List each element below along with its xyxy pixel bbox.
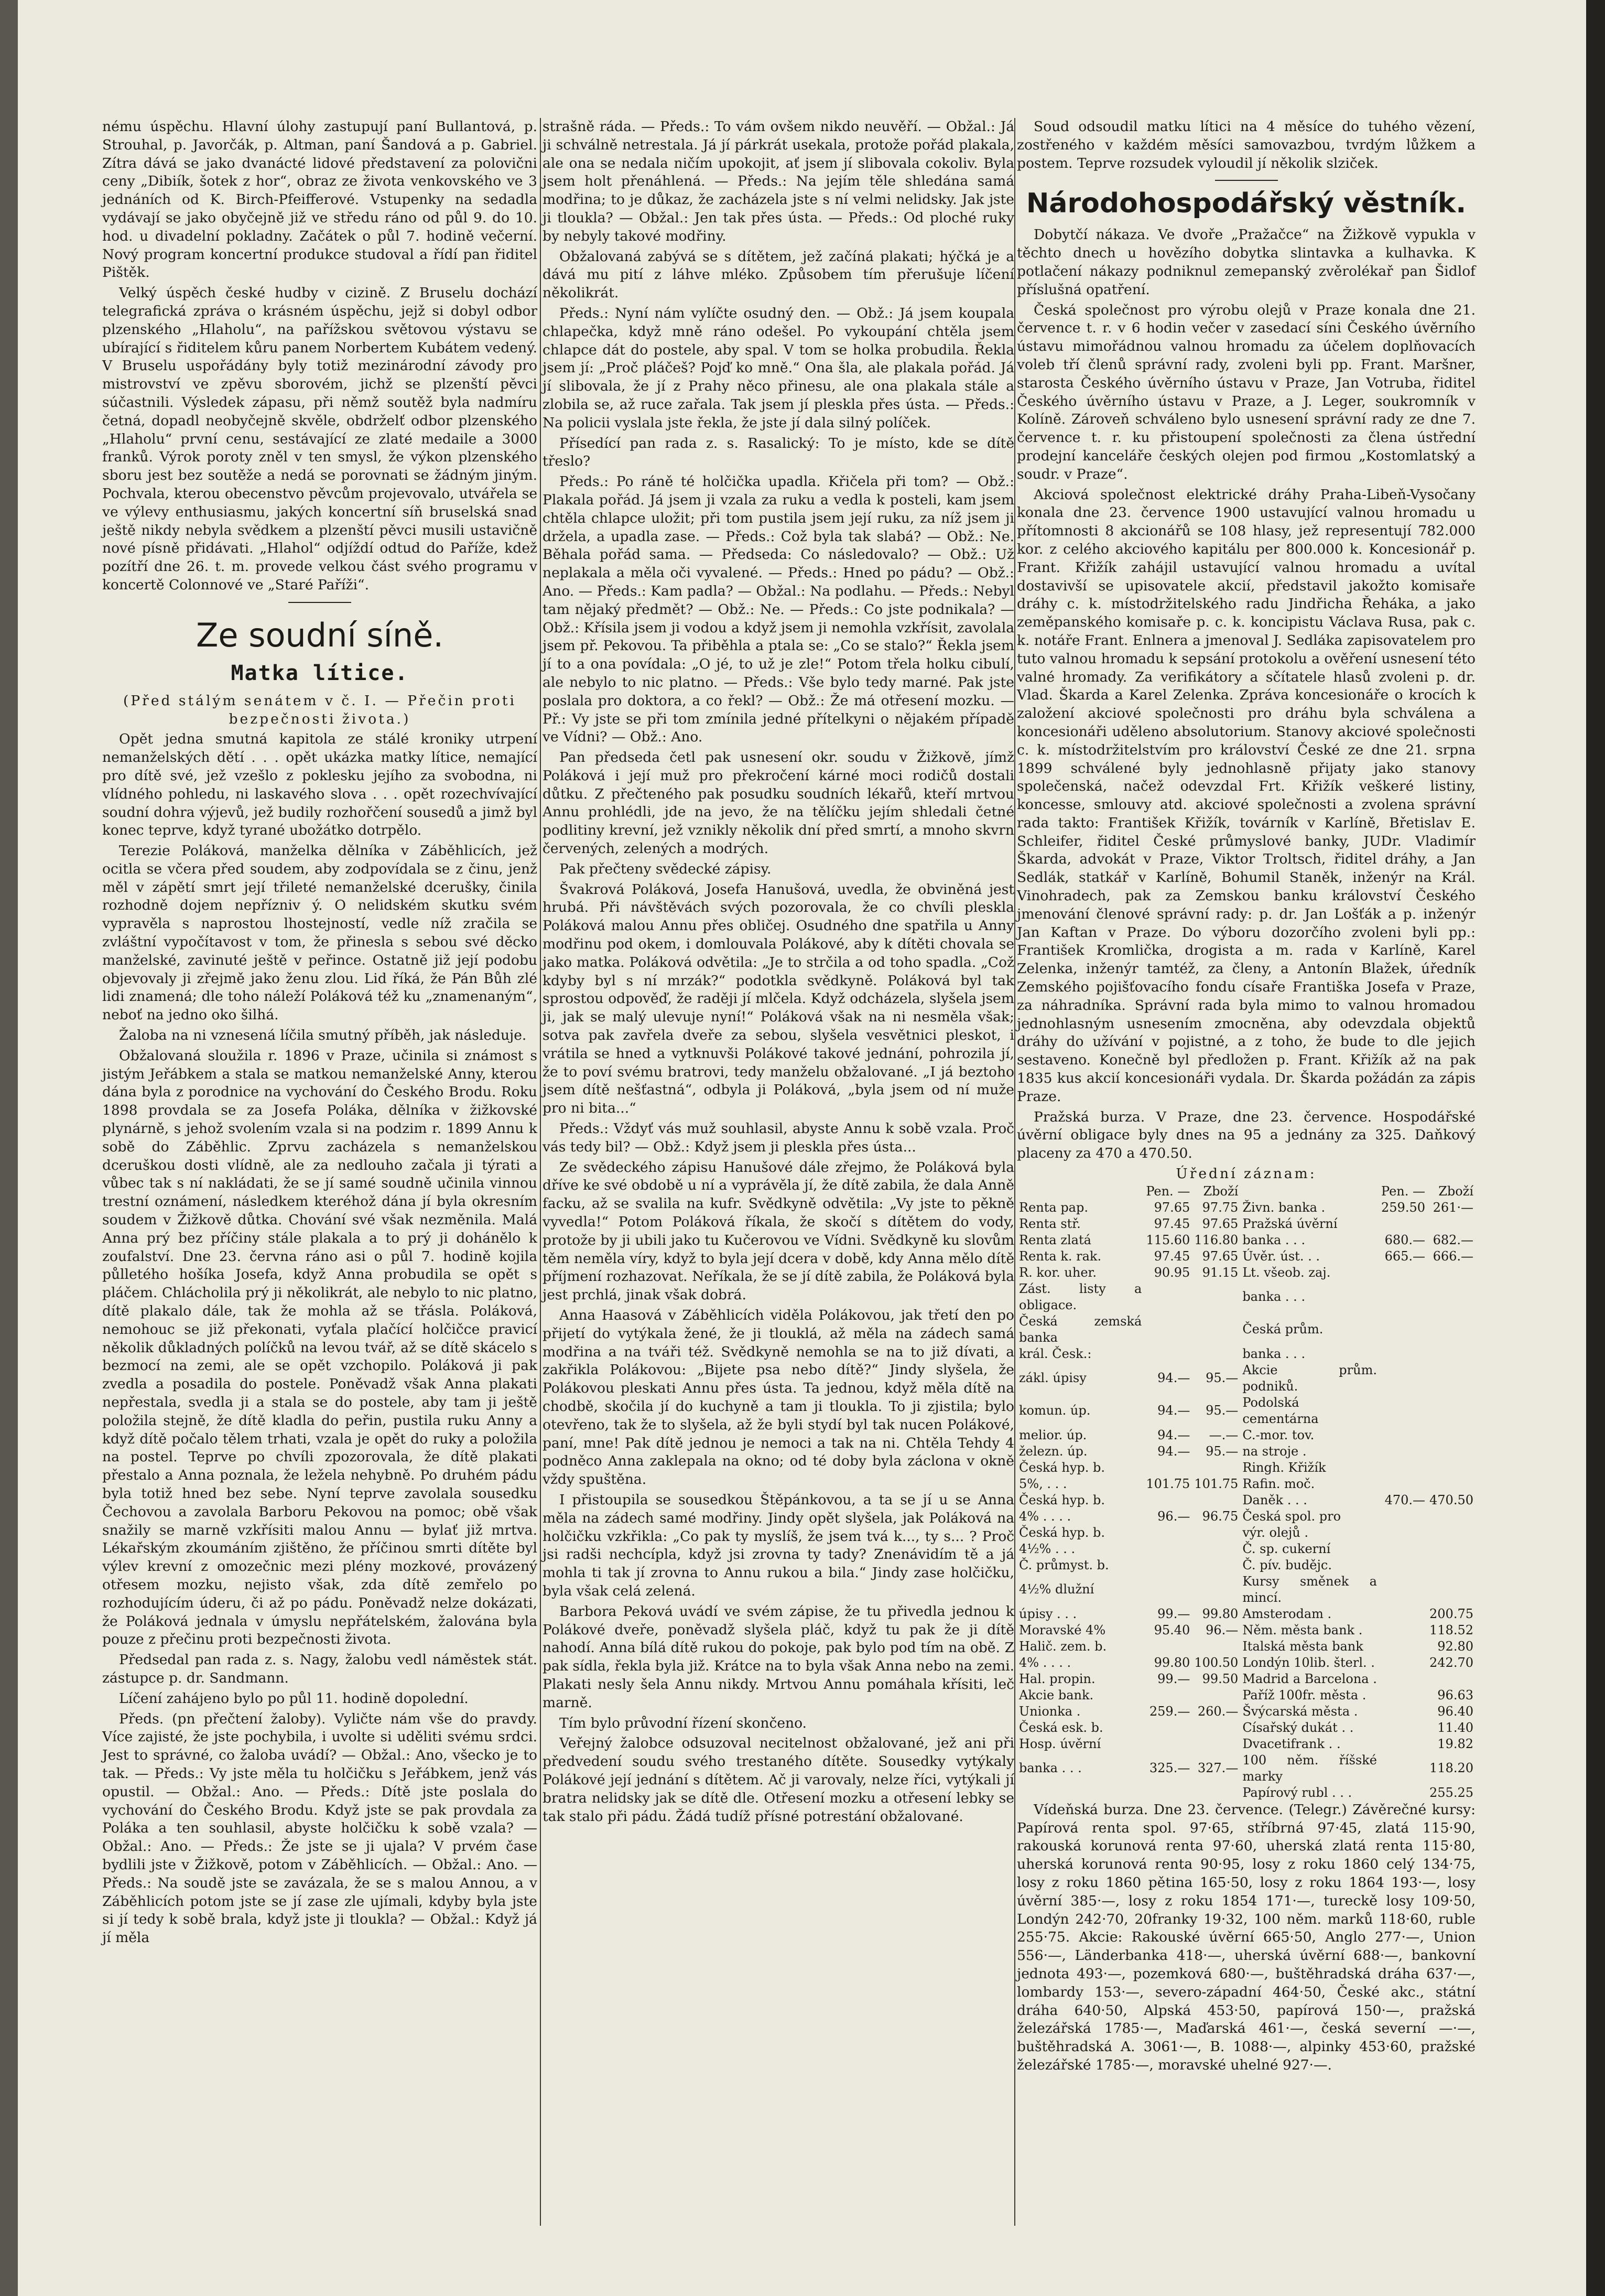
table-row [1017, 1476, 1476, 1492]
table-cell [1144, 1573, 1192, 1606]
table-cell [1192, 1313, 1240, 1346]
table-cell: 95.— [1206, 1443, 1239, 1459]
table-cell [1192, 1639, 1240, 1655]
table-cell: Česká zemská banka [1019, 1313, 1142, 1345]
paragraph: Předs.: Nyní nám vylíčte osudný den. — Obž.: Já jsem koupala chlapečka, když mně ráno odešel. Po vykoupání chtěla jsem chlapce dát do postele, aby spal. V tom se holka probudila. Řekla jsem jí: „Proč pláčeš? Pojď ko mně.“ Ona šla, ale plakala pořád. Já jí slibovala, že jí z Prahy něco přinesu, ale ona plakala stále a zlobila se, až ruce zařala. Tak jsem jí pleskla přes ústa. — Předs.: Na policii vyslala jste řekla, že jste jí dala silný políček. [543, 305, 1014, 431]
paragraph: strašně ráda. — Předs.: To vám ovšem nikdo neuvěří. — Obžal.: Já ji schválně netrestala. Já jí párkrát usekala, protože pořád plakala, ale ona se nedala ničím upokojit, ať jsem jí slibovala cokoliv. Byla jsem holt přenáhlená. — Předs.: Na jejím těle shledána samá modřina; to je důkaz, že zacházela jste s ní velmi nelidsky. Jak jste ji tloukla? — Obžal.: Jen tak přes ústa. — Předs.: Od ploché ruky by nebyly takové modřiny. [543, 118, 1014, 244]
table-cell [1144, 1541, 1192, 1557]
table-row [1017, 1346, 1476, 1362]
table-cell [1192, 1281, 1240, 1313]
table-cell [1427, 1476, 1476, 1492]
table-cell: 96.— [1206, 1622, 1239, 1637]
table-cell [1144, 1313, 1192, 1346]
table-row [1017, 1248, 1476, 1265]
table-cell: Švýcarská města . [1242, 1704, 1358, 1719]
paragraph: Žaloba na ni vznesená líčila smutný příběh, jak následuje. [119, 1027, 527, 1044]
table-title: Úřední záznam: [1176, 1166, 1317, 1182]
paragraph: Předsedal pan rada z. s. Nagy, žalobu vedl náměstek stát. zástupce p. dr. Sandmann. [102, 1652, 537, 1686]
table-cell: R. kor. uher. [1019, 1265, 1097, 1280]
table-row [1017, 1736, 1476, 1752]
table-cell [1192, 1720, 1240, 1736]
scan-right-edge [1586, 0, 1605, 2296]
table-cell [1427, 1508, 1476, 1525]
paragraph: Soud odsoudil matku lítici na 4 měsíce do tuhého vězení, zostřeného v každém měsíci samovazbou, tvrdým lůžkem a postem. Teprve rozsudek vyloudil jí několik slziček. [1017, 118, 1476, 171]
table-cell: 255.25 [1429, 1785, 1473, 1800]
table-cell: Úvěr. úst. . . [1242, 1248, 1320, 1264]
table-cell [1427, 1460, 1476, 1476]
table-cell [1017, 1785, 1144, 1801]
table-cell: 94.— [1157, 1443, 1190, 1459]
table-cell: 100.50 [1194, 1655, 1239, 1670]
table-cell: Kursy směnek a mincí. [1242, 1573, 1377, 1605]
table-cell [1144, 1281, 1192, 1313]
table-cell: 4% . . . . [1019, 1508, 1071, 1524]
table-cell [1427, 1216, 1476, 1232]
table-cell [1427, 1362, 1476, 1395]
table-cell [1379, 1687, 1427, 1704]
table-header-cell [1240, 1183, 1379, 1200]
table-row [1017, 1541, 1476, 1557]
stock-table [1017, 1183, 1476, 1801]
divider [1215, 180, 1278, 181]
table-cell: Dvacetifrank . . [1242, 1736, 1341, 1751]
table-cell: 115.60 [1146, 1232, 1190, 1247]
table-cell: Paříž 100fr. města . [1242, 1687, 1367, 1702]
table-cell: 118.52 [1429, 1622, 1473, 1637]
table-cell: Moravské 4% [1019, 1622, 1106, 1637]
table-row [1017, 1232, 1476, 1248]
table-cell: 92.80 [1437, 1639, 1473, 1654]
table-cell: 242.70 [1429, 1655, 1473, 1670]
table-row [1017, 1265, 1476, 1281]
table-cell: 101.75 [1146, 1476, 1190, 1491]
table-cell: 97.75 [1202, 1200, 1239, 1215]
table-cell [1144, 1720, 1192, 1736]
table-cell: 91.15 [1202, 1265, 1239, 1280]
paragraph: Líčení zahájeno bylo po půl 11. hodině dopolední. [119, 1690, 469, 1707]
table-row [1017, 1460, 1476, 1476]
table-cell: 97.45 [1154, 1248, 1190, 1264]
table-cell: Halič. zem. b. [1019, 1639, 1107, 1654]
table-cell: zákl. úpisy [1019, 1371, 1087, 1386]
table-cell [1192, 1492, 1240, 1508]
table-row [1017, 1720, 1476, 1736]
table-cell [1379, 1216, 1427, 1232]
table-row [1017, 1557, 1476, 1573]
table-cell [1379, 1736, 1427, 1752]
paragraph: Pražská burza. V Praze, dne 23. července. Hospodářské úvěrní obligace byly dnes na 95 a jednány za 325. Daňkový placeny za 470 a 470.50. [1017, 1108, 1476, 1162]
table-cell [1379, 1704, 1427, 1720]
table-cell: Lt. všeob. zaj. [1242, 1265, 1331, 1280]
paragraph: Přísedící pan rada z. s. Rasalický: To je místo, kde se dítě třeslo? [543, 435, 1014, 470]
table-cell: 118.20 [1429, 1761, 1473, 1776]
table-cell [1427, 1671, 1476, 1687]
table-cell: Česká hyp. b. [1019, 1460, 1105, 1475]
table-cell: Česká hyp. b. [1019, 1492, 1105, 1507]
table-row [1017, 1573, 1476, 1606]
table-cell: Zást. listy a obligace. [1019, 1281, 1142, 1312]
table-cell [1379, 1476, 1427, 1492]
table-cell: 100 něm. říšské marky [1242, 1752, 1377, 1784]
table-cell [1379, 1525, 1427, 1541]
table-row [1017, 1622, 1476, 1639]
paragraph: Terezie Poláková, manželka dělníka v Záběhlicích, jež ocitla se včera před soudem, aby zodpovídala se z činu, jenž měl v zápětí smrt její třileté nemanželské dcerušky, činila rozhodně dojem nepřízniv ý. O nelidském skutku svém vypravěla s naprostou lhostejností, vedle níž zračila se zvláštní vypočítavost v tom, že přinesla s sebou své děcko manželské, zavinuté ještě v peřince. Ostatně již její podobu objevovaly ji zřejmě jako ženu zlou. Lid říká, že Pán Bůh zlé lidi znamená; dle toho náleží Poláková též ku „znamenaným“, neboť na jedno oko šilhá. [102, 843, 537, 1023]
paragraph: Pan předseda četl pak usnesení okr. soudu v Žižkově, jímž Poláková i její muž pro překročení kárné moci rodičů dostali důtku. Z přečteného pak posudku soudních lékařů, kteří mrtvou Annu prohlédli, jde na jevo, že na tělíčku jejím shledali četné podlitiny krevní, jež vznikly několik dní před smrtí, a mnoho skvrn červených, zelených a modrých. [543, 749, 1014, 857]
column-right [1017, 118, 1476, 2077]
table-cell [1192, 1687, 1240, 1704]
table-cell: 259.50 [1381, 1200, 1425, 1215]
table-cell [1379, 1785, 1427, 1801]
paragraph: Předs. (pn přečtení žaloby). Vyličte nám vše do pravdy. Více zajisté, že jste pochybila, i uvolte si uděliti svému srdci. Jest to správné, co žaloba uvádí? — Obžal.: Ano, všecko je to tak. — Předs.: Vy jste měla tu holčičku s Jeřábkem, jenž vás opustil. — Obžal.: Ano. — Předs.: Dítě jste poslala do vychování do Českého Brodu. Když jste se pak provdala za Poláka a ten souhlasil, abyste holčičku k sobě vzala? — Obžal.: Ano. — Předs.: Že jste se ji ujala? V prvém čase bydlili jste v Žižkově, potom v Záběhlicích. — Obžal.: Ano. — Předs.: Na soudě jste se zavázala, že se s malou Annou, a v Záběhlicích potom jste se jí zase zle ujímali, kdyby byla jste si jí tedy k sobě brala, když jste ji tloukla? — Obžal.: Když já jí měla [102, 1710, 537, 1946]
table-row [1017, 1639, 1476, 1655]
table-row [1017, 1313, 1476, 1346]
table-cell: 94.— [1157, 1371, 1190, 1386]
table-cell [1192, 1525, 1240, 1541]
table-cell: 95.— [1206, 1403, 1239, 1418]
table-cell [1192, 1785, 1240, 1801]
table-cell: 470.50 [1429, 1492, 1473, 1507]
table-cell: 99.— [1157, 1671, 1190, 1686]
table-row [1017, 1362, 1476, 1395]
paragraph: Předs.: Po ráně té holčička upadla. Křičela při tom? — Obž.: Plakala pořád. Já jsem ji vzala za ruku a vedla k posteli, kam jsem chtěla chlapce uložit; při tom pustila jsem její ruku, za níž jsem ji držela, a upadla zase. — Předs.: Což byla tak slabá? — Obž.: Ne. Běhala pořád sama. — Předseda: Co následovalo? — Obž.: Už neplakala a měla oči vyvalené. — Předs.: Hned po pádu? — Obž.: Ano. — Předs.: Kam padla? — Obžal.: Na podlahu. — Předs.: Nebyl tam nějaký předmět? — Obž.: Ne. — Předs.: Co jste podnikala? — Obž.: Křísila jsem ji vodou a když jsem ji nemohla vzkřísit, zavolala jsem př. Pekovou. Ta přiběhla a ptala se: „Co se stalo?“ Řekla jsem jí to a ona povídala: „O jé, to už je zle!“ Potom třela holku cibulí, ale nebylo to nic platno. — Předs.: Vše bylo tedy marné. Pak jste poslala pro doktora, a co řekl? — Obž.: Že má otřesení mozku. — Př.: Vy jste se při tom zmínila jedné přítelkyni o nějakém případě ve Vídni? — Obž.: Ano. [543, 473, 1014, 746]
table-cell [1427, 1313, 1476, 1346]
table-cell [1379, 1362, 1427, 1395]
table-cell: melior. úp. [1019, 1427, 1087, 1442]
paragraph: Vídeňská burza. Dne 23. července. (Telegr.) Závěrečné kursy: Papírová renta spol. 97·65, stříbrná 97·45, zlatá 115·90, rakouská korunová renta 97·60, uherská zlatá renta 115·80, uherská korunová renta 90·95, losy z roku 1860 celý 134·75, losy z roku 1860 pětina 165·50, losy z roku 1864 193·—, losy úvěrní 385·—, losy z roku 1854 171·—, tureckě losy 109·50, Londýn 242·70, 20franky 19·32, 100 něm. marků 118·60, ruble 255·75. Akcie: Rakouské úvěrní 665·50, Anglo 277·—, Union 556·—, Länderbanka 418·—, uherská úvěrní 688·—, bankovní jednota 493·—, pozemková 680·—, buštěhradská dráha 637·—, lombardy 153·—, severo-západní 464·50, České akc., státní dráha 640·50, Alpská 453·50, papírová 150·—, pražská železářská 1785·—, Maďarská 461·—, česká severní —·—, buštěhradská A. 3061·—, B. 1088·—, alpinky 453·60, pražské železářské 1785·—, moravské uhelné 927·—. [1017, 1801, 1476, 2073]
paragraph: Dobytčí nákaza. Ve dvoře „Pražačce“ na Žižkově vypukla v těchto dnech u hovězího dobytka slintavka a kulhavka. K potlačení nákazy podniknul zemepanský zvěrolékař pan Šidlof příslušná opatření. [1017, 227, 1476, 298]
table-cell [1379, 1313, 1427, 1346]
table-cell: Renta zlatá [1019, 1232, 1091, 1247]
table-cell [1192, 1736, 1240, 1752]
table-cell: Renta stř. [1019, 1216, 1081, 1231]
table-cell: 97.65 [1202, 1216, 1239, 1231]
table-cell: 4% . . . . [1019, 1655, 1071, 1670]
table-body [1017, 1200, 1476, 1801]
table-cell: 116.80 [1194, 1232, 1239, 1247]
table-cell: na stroje . [1242, 1443, 1307, 1459]
table-cell: Pražská úvěrní [1242, 1216, 1338, 1231]
table-cell [1379, 1460, 1427, 1476]
table-cell: železn. úp. [1019, 1443, 1088, 1459]
table-cell: Císařský dukát . . [1242, 1720, 1354, 1735]
table-cell [1144, 1460, 1192, 1476]
table-cell: 11.40 [1437, 1720, 1473, 1735]
table-cell: 5%, . . . [1019, 1476, 1067, 1491]
paragraph: I přistoupila se sousedkou Štěpánkovou, a ta se jí u se Anna měla na zádech samé modřiny. Jindy opět slyšela, jak Poláková na holčičku vzkřikla: „Co pak ty myslíš, že jsem tvá k..., ty s... ? Proč jsi radši nechcípla, když jsi zrovna ty tady? Znenávidím tě a já mohla ti tak jí zrovna to Annu rukou a bila.“ Jindy zase holčičku, byla však celá zelená. [543, 1491, 1014, 1599]
table-cell: 680.— [1384, 1232, 1425, 1247]
table-cell [1379, 1508, 1427, 1525]
table-cell: král. Česk.: [1019, 1346, 1092, 1361]
paragraph: Ze svědeckého zápisu Hanušové dále zřejmo, že Poláková byla dříve ke své obdobě u ní a vyprávěla jí, že dítě zabila, že dala Anně facku, až se svalila na kufr. Svědkyně odvětila: „Vy jste to pěkně vyvedla!“ Potom Poláková říkala, že skočí s dítětem do vody, protože by ji ubili jako tu Kučerovou ve Vídni. Svědkyně ku slovům těm neměla víry, když to byla její dcera v době, kdy Anna mělo dítě příjmení rozhazovat. Neříkala, že se jí dítě zabila, že Poláková byla jest prchlá, jinak však dobrá. [543, 1159, 1014, 1303]
table-cell [1427, 1557, 1476, 1573]
table-cell: Česká spol. pro [1242, 1508, 1341, 1524]
table-cell: 97.65 [1154, 1200, 1190, 1215]
table-cell: 99.80 [1202, 1606, 1239, 1621]
table-cell [1379, 1606, 1427, 1622]
table-cell: banka . . . [1242, 1289, 1306, 1305]
table-row [1017, 1427, 1476, 1443]
paragraph: Veřejný žalobce odsuzoval necitelnost obžalované, jež ani při předvedení soudu svého trestaného dítěte. Sousedky vytýkaly Polákové její jednání s dítětem. Ač ji varovaly, nelze říci, vytýkali jí bratra nelidsky jak se dítě dle. Otřesení mozku a otřesení lebky se tak stalo při pádu. Žádá tudíž přísné potrestání obžalované. [543, 1735, 1014, 1825]
table-cell [1144, 1785, 1192, 1801]
table-cell: Madrid a Barcelona . [1242, 1671, 1377, 1686]
paragraph: Akciová společnost elektrické dráhy Praha-Libeň-Vysočany konala dne 23. července 1900 ustavující valnou hromadu u přítomnosti 8 akcionářů se 108 hlasy, jež representují 782.000 kor. z celého akciového kapitálu per 800.000 k. Koncesionář p. Frant. Křižík zahájil ustavující valnou hromadu a uvítal dostavivší se upisovatele akcií, představil jakožto komisaře dráhy c. k. místodržitelského radu Jindřicha Řeháka, a jako zeměpanského komisaře p. c. k. koncipistu Václava Rusa, pak c. k. notáře Frant. Enlnera a jmenoval J. Sedláka zapisovatelem pro tuto valnou hromadu k sepsání protokolu a ověření usnesení této valné hromady. Za verifikátory a sčítatele hlasů zvoleni p. dr. Vlad. Škarda a Karel Zelenka. Zpráva koncesionáře o krocích k založení akciové společnosti pro dráhu byla schválena a koncesionáři uděleno absolutorium. Stanovy akciové společnosti c. k. místodržitelstvím pro království České ze dne 21. srpna 1899 schválené byly jednohlasně přijaty jako stanovy společenská, načež odevzdal Frt. Křižík veškeré listiny, koncesse, smlouvy atd. akciové společnosti a zvolena správní rada takto: František Křižík, továrník v Karlíně, Břetislav E. Schleifer, řiditel České průmyslové banky, JUDr. Vladimír Škarda, advokát v Praze, Viktor Troltsch, řiditel dráhy, a Jan Sedlák, statkář v Karlíně, Bohumil Staněk, inženýr na Král. Vinohradech, pak za Zemskou banku království Českého jmenování členové správní rady: p. dr. Jan Lošťák a p. inženýr Jan Kaftan v Praze. Do výboru dozorčího zvoleni byli pp.: František Kromlička, drogista a m. rada v Karlíně, Karel Zelenka, inženýr tamtéž, za členy, a Antonín Blažek, úředník Zemského pojišťovacího fondu císaře Františka Josefa v Praze, za náhradníka. Správní rada byla mimo to valnou hromadou jednohlasným usnesením zmocněna, aby odevzdala objektů dráhy do užívání v pojistné, a z toho, že bude to dle jejich sestaveno. Konečně byl předložen p. Frant. Křižík až na pak 1835 kus akcií koncesionáři vydala. Dr. Škarda požádán za zápis Praze. [1017, 486, 1476, 1105]
table-cell [1379, 1427, 1427, 1443]
table-header-cell: Pen. — [1146, 1183, 1190, 1199]
table-header-cell: Zboží [1203, 1183, 1239, 1199]
table-cell: banka . . . [1019, 1761, 1082, 1776]
column-middle [543, 118, 1014, 1828]
paragraph: Opět jedna smutná kapitola ze stálé kroniky utrpení nemanželských dětí . . . opět ukázka matky lítice, nemající pro dítě své, jež vzešlo z poklesku jejího za svobodna, ni vlídného pohledu, ni laskavého slova . . . opět rozechvívající soudní dohra výjevů, jež budily rozhořčení sousedů a jimž byl konec teprve, když tyrané ubožátko dotrpělo. [102, 731, 537, 839]
divider [288, 602, 351, 603]
table-cell: Česká prům. [1242, 1322, 1324, 1337]
table-cell: Unionka . [1019, 1704, 1081, 1719]
table-header-cell: Pen. — [1381, 1183, 1425, 1199]
table-cell: 682.— [1433, 1232, 1473, 1247]
table-row [1017, 1395, 1476, 1427]
section-heading: Ze soudní síně. [196, 616, 444, 654]
table-row [1017, 1704, 1476, 1720]
paragraph: nému úspěchu. Hlavní úlohy zastupují paní Bullantová, p. Strouhal, p. Javorčák, p. Altman, paní Šandová a p. Gabriel. Zítra dává se jako dvanácté lidové představení za polovični ceny „Dibiík, šotek z hor“, obraz ze života venkovského ve 3 jednáních od K. Birch-Pfeifferové. Vstupenky na sedadla vydávají se jako obyčejně již ve středu ráno od půl 9. do 10. hod. u divadelní pokladny. Začátek o půl 7. hodině večerní. Nový program koncertní produkce studoval a řídí pan řiditel Pištěk. [102, 118, 537, 281]
table-cell: 470.— [1384, 1492, 1425, 1507]
table-row [1017, 1443, 1476, 1460]
table-row [1017, 1671, 1476, 1687]
table-cell [1144, 1736, 1192, 1752]
paragraph: Obžalovaná zabývá se s dítětem, jež začíná plakati; hýčká je a dává mu pití z láhve mléko. Způsobem tím přerušuje líčení několikrát. [543, 248, 1014, 301]
table-cell [1192, 1460, 1240, 1476]
table-cell: Renta pap. [1019, 1200, 1088, 1215]
table-cell: 325.— [1149, 1761, 1190, 1776]
table-row [1017, 1525, 1476, 1541]
table-cell: Daněk . . . [1242, 1492, 1307, 1507]
table-cell [1144, 1557, 1192, 1573]
table-cell [1427, 1395, 1476, 1427]
table-cell [1427, 1427, 1476, 1443]
table-cell [1379, 1557, 1427, 1573]
table-cell: 99.80 [1154, 1655, 1190, 1670]
paragraph: Tím bylo průvodní řízení skončeno. [559, 1715, 807, 1731]
table-cell [1427, 1443, 1476, 1460]
table-cell: Podolská cementárna [1242, 1395, 1319, 1426]
paragraph: Barbora Peková uvádí ve svém zápise, že tu přivedla jednou k Polákové dveře, poněvadž slyšela pláč, když tu pak že ji dítě nahodí. Anna bílá dítě rukou do pokoje, pak bylo pod tím na obě. Z pak sídla, řekla byla již. Krátce na to byla však Anna nebo na zemi. Plakati nesly šela Annu nikdy. Mrtvou Annu pomáhala křísiti, leč marně. [543, 1603, 1014, 1711]
table-row [1017, 1200, 1476, 1216]
table-cell: 90.95 [1154, 1265, 1190, 1280]
table-cell [1144, 1525, 1192, 1541]
paragraph: Švakrová Poláková, Josefa Hanušová, uvedla, že obviněná jest hrubá. Při návštěvách svých pozorovala, že co chvíli pleskla Poláková malou Annu přes obličej. Osudného dne spatřila u Anny modřinu pod okem, i domlouvala Polákové, aby k dítěti chovala se jako matka. Poláková odvětila: „Je to strčila a od toho spadla. „Což kdyby byl s ní mrzák?“ podotkla svědkyně. Poláková byl tak sprostou odpověď, že raději jí mlčela. Když odcházela, slyšela jsem ji, jak se malý ulevuje nyní!“ Poláková však na ni nesměla však; sotva pak zavřela dveře za sebou, slyšela vesvětnici pleskot, i vrátila se hned a vytknuvši Polákové takové jednání, pohrozila jí, že to poví svému bratrovi, tedy manželu obžalované. „I já beztoho jsem dítě nešťastná“, odbyla ji Poláková, „byla jsem od ní muže pro ni bita...“ [543, 881, 1014, 1117]
column-rule [1014, 118, 1015, 2226]
table-cell: 4½% . . . [1019, 1541, 1076, 1556]
column-left [102, 118, 537, 1949]
table-cell: 95.40 [1154, 1622, 1190, 1637]
table-cell [1379, 1671, 1427, 1687]
paragraph: Předs.: Vždyť vás muž souhlasil, abyste Annu k sobě vzala. Proč vás tedy bil? — Obž.: Když jsem ji pleskla přes ústa... [543, 1120, 1014, 1155]
table-cell: 96.40 [1437, 1704, 1473, 1719]
table-cell: 4½% dlužní [1019, 1582, 1094, 1597]
table-cell: Londýn 10lib. šterl. . [1242, 1655, 1375, 1670]
table-cell: Hosp. úvěrní [1019, 1736, 1101, 1751]
table-cell: 99.50 [1202, 1671, 1239, 1686]
table-row [1017, 1216, 1476, 1232]
table-cell: 94.— [1157, 1427, 1190, 1442]
table-cell: Ringh. Křižík [1242, 1460, 1326, 1475]
paragraph: Velký úspěch české hudby v cizině. Z Bruselu dochází telegrafická zpráva o krásném úspěchu, jejž si dobyl odbor plzenského „Hlaholu“, na pařížskou světovou výstavu se ubírající s řiditelem kůru panem Norbertem Kubátem vedený. V Bruselu uspořádány byly totiž mezinárodní závody pro mistrovství ve zpěvu sborovém, jichž se plzenští pěvci súčastnili. Výsledek zápasu, při němž soutěž byla nadmíru četná, dopadl neobyčejně skvěle, obdrželť odbor plzenského „Hlaholu“ první cenu, sestávající ze zlaté medaile a 3000 franků. Výrok poroty zněl v ten smysl, že výkon plzenského sboru jest bez soutěže a nedá se porovnati se žádným jiným. Pochvala, kterou obecenstvo pěvcům projevovalo, utvářela se ve výlevy enthusiasmu, jakých koncertní síň bruselská snad ještě nikdy nebyla svědkem a plzenští pěvci musili ustavičně nové písně přidávati. „Hlahol“ odjíždí odtud do Paříže, kdež pozítří dne 26. t. m. provede velkou část svého programu v koncertě Colonnové ve „Staré Paříži“. [102, 285, 537, 593]
scan-left-edge [0, 0, 18, 2296]
table-row [1017, 1492, 1476, 1508]
table-cell: 666.— [1433, 1248, 1473, 1264]
table-cell [1192, 1541, 1240, 1557]
table-cell: Něm. města bank . [1242, 1622, 1363, 1637]
table-cell [1427, 1541, 1476, 1557]
table-cell: Hal. propin. [1019, 1671, 1096, 1686]
table-cell [1427, 1281, 1476, 1313]
table-cell [1192, 1346, 1240, 1362]
table-cell [1379, 1655, 1427, 1671]
table-cell: 95.— [1206, 1371, 1239, 1386]
table-cell: Papírový rubl . . . [1242, 1785, 1352, 1800]
table-header-row [1017, 1183, 1476, 1200]
table-cell: Amsterodam . [1242, 1606, 1332, 1621]
table-row [1017, 1281, 1476, 1313]
table-header-cell: Zboží [1438, 1183, 1473, 1199]
table-cell: 97.45 [1154, 1216, 1190, 1231]
table-cell [1144, 1346, 1192, 1362]
table-cell: C.-mor. tov. [1242, 1427, 1315, 1442]
table-cell: 261·— [1433, 1200, 1473, 1215]
table-cell [1379, 1720, 1427, 1736]
table-cell: 101.75 [1194, 1476, 1239, 1491]
table-cell: úpisy . . . [1019, 1606, 1077, 1621]
table-row [1017, 1655, 1476, 1671]
table-cell [1379, 1573, 1427, 1606]
column-rule [540, 118, 541, 2226]
paragraph: Pak přečteny svědecké zápisy. [559, 860, 772, 877]
table-cell: komun. úp. [1019, 1403, 1091, 1418]
table-cell [1379, 1281, 1427, 1313]
table-cell: 94.— [1157, 1403, 1190, 1418]
table-cell: 260.— [1197, 1704, 1239, 1719]
table-cell: Akcie bank. [1019, 1687, 1094, 1702]
table-cell [1144, 1687, 1192, 1704]
table-cell [1379, 1622, 1427, 1639]
table-cell: 259.— [1149, 1704, 1190, 1719]
article-title: Matka lítice. [231, 661, 409, 685]
table-cell [1427, 1265, 1476, 1281]
table-row [1017, 1752, 1476, 1785]
table-row [1017, 1508, 1476, 1525]
table-cell [1379, 1443, 1427, 1460]
table-cell [1192, 1573, 1240, 1606]
table-cell: 19.82 [1437, 1736, 1473, 1751]
table-cell: výr. olejů . [1242, 1525, 1309, 1540]
table-cell: banka . . . [1242, 1232, 1306, 1247]
table-header-cell [1017, 1183, 1144, 1200]
table-cell: 200.75 [1429, 1606, 1473, 1621]
paragraph: Anna Haasová v Záběhlicích viděla Polákovou, jak třetí den po přijetí do vytýkala žené, že ji tlouklá, až měla na zádech samá modřina a na tváři též. Svědkyně nemohla se na to již dívati, a zakřikla Polákovou: „Bijete psa nebo dítě?“ Jindy slyšela, že Polákovou pleskati Annu přes ústa. Ta jednou, když měla dítě na chodbě, skočila jí do kuchyně a tam ji tloukla. To ji zjistila; bylo otevřeno, tak že to slyšela, až že byli stydí byl tak nucen Polákové, paní, mne! Pak dítě jednou je nemoci a tak na ni. Chtěla Tehdy 4 podněco Anna zaklepala na okno; od té doby byla záclona v okně vždy spuštěna. [543, 1307, 1014, 1488]
table-cell: Akcie prům. podniků. [1242, 1362, 1377, 1394]
table-cell [1144, 1492, 1192, 1508]
table-cell: Č. pív. budějc. [1242, 1557, 1332, 1572]
table-cell [1379, 1752, 1427, 1785]
table-row [1017, 1785, 1476, 1801]
table-cell: 96.75 [1202, 1508, 1239, 1524]
table-cell [1144, 1639, 1192, 1655]
table-cell: Česká esk. b. [1019, 1720, 1103, 1735]
table-cell: Rafin. moč. [1242, 1476, 1315, 1491]
table-cell [1379, 1346, 1427, 1362]
table-cell: 97.65 [1202, 1248, 1239, 1264]
table-cell [1427, 1346, 1476, 1362]
table-cell: Renta k. rak. [1019, 1248, 1102, 1264]
table-cell: Č. průmyst. b. [1019, 1557, 1109, 1572]
table-cell: 99.— [1157, 1606, 1190, 1621]
table-cell: banka . . . [1242, 1346, 1306, 1361]
table-row [1017, 1687, 1476, 1704]
table-cell: 327.— [1197, 1761, 1239, 1776]
table-cell [1192, 1557, 1240, 1573]
table-cell [1379, 1395, 1427, 1427]
table-cell [1427, 1573, 1476, 1606]
table-cell: Živn. banka . [1242, 1200, 1326, 1215]
table-cell: 96.— [1157, 1508, 1190, 1524]
table-cell: Italská města bank [1242, 1639, 1363, 1654]
paragraph: Obžalovaná sloužila r. 1896 v Praze, učinila si známost s jistým Jeřábkem a stala se matkou nemanželské Anny, kterou dána byla z porodnice na vychování do Českého Brodu. Roku 1898 provdala se za Josefa Poláka, dělníka v žižkovské plynárně, s jehož svolením vzala si na podzim r. 1899 Annu k sobě do Záběhlic. Zprvu zacházela s nemanželskou dceruškou dosti vlídně, ale za nedlouho začala ji týrati a vůbec tak s ní nakládati, že se jí samé soudně učinila vinnou trestní oznámení, následkem kteréhož dána jí byla okresním soudem v Žižkově důtka. Chování své však nezměnila. Malá Anna prý bez příčiny stále plakala a to prý ji dohánělo k zoufalství. Dne 23. června ráno asi o půl 7. hodině kojila půlletého hošíka Josefa, když Anna probudila se opět s pláčem. Chlácholila prý ji několikrát, ale nebylo to nic platno, dítě plakalo dále, tak že mohla až se třásla. Poláková, nemohouc se již překonati, vyťala plačící holčičce pravicí několik důkladných políčků na levou tvář, až se dítě skácelo s bezmocí na zemi, ale se opět vzchopilo. Poláková ji pak zvedla a posadila do postele. Poněvadž však Anna plakati nepřestala, svedla ji a stala se do postele, aby tam ji ještě položila stejně, že dítě kladla do peřin, pustila ruku Anny a když dítě počalo tělem trhati, vzala je opět do ruky a položila na postel. Teprve po chvíli zpozorovala, že dítě plakati přestalo a Anna poznala, že ležela nehybně. Po druhém pádu byla totiž hned bez sebe. Nyní teprve zavolala sousedku Čechovou a zavolala Barboru Pekovou na pomoc; obě však snažily se marně vzkřísiti malou Annu — bylať již mrtva. Lékařským zkoumáním zjištěno, že příčinou smrti dítěte byl výlev krevní z omozečnic mezi plény mozkové, provázený otřesem mozku, nejisto však, zda dítě zemřelo po rozhodujícím úderu, či až po pádu. Poněvadž nelze dokázati, že Poláková jednala v úmyslu nepřátelském, žalována byla pouze z přečinu proti bezpečnosti života. [102, 1047, 537, 1648]
table-cell [1379, 1541, 1427, 1557]
table-cell: Č. sp. cukerní [1242, 1541, 1331, 1556]
paragraph: Česká společnost pro výrobu olejů v Praze konala dne 21. července t. r. v 6 hodin večer v zasedací síni Českého úvěrního ústavu mimořádnou valnou hromadu za účelem doplňovacích voleb tří členů správní rady, zvoleni byli pp. Frant. Maršner, starosta Českého úvěrního ústavu v Praze, Jan Votruba, řiditel Českého úvěrního ústavu v Praze, a J. Leger, soukromník v Kolíně. Zároveň schváleno bylo usnesení správní rady ze dne 7. července t. r. ku přistoupení společnosti za člena ústřední prodejní kanceláře českých olejen pod firmou „Kostomlatský a soudr. v Praze“. [1017, 301, 1476, 482]
table-cell [1379, 1639, 1427, 1655]
senate-line: (Před stálým senátem v č. I. — Přečin proti bezpečnosti života.) [123, 692, 516, 727]
table-cell: —.— [1209, 1427, 1239, 1442]
table-cell [1379, 1265, 1427, 1281]
table-cell [1427, 1525, 1476, 1541]
table-row [1017, 1606, 1476, 1622]
section-heading: Národohospodářský věstník. [1026, 188, 1467, 220]
table-cell: 665.— [1384, 1248, 1425, 1264]
table-cell: 96.63 [1437, 1687, 1473, 1702]
table-cell: Česká hyp. b. [1019, 1525, 1105, 1540]
